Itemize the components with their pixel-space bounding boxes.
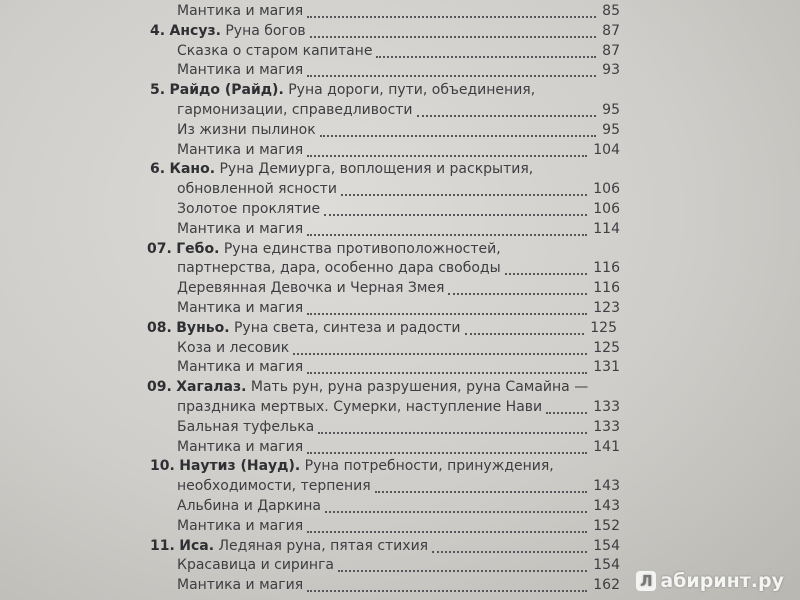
- toc-entry-page: 162: [593, 577, 620, 594]
- chapter-title: Хагалаз.: [176, 379, 247, 396]
- toc-entry-title: Красавица и сиринга: [177, 557, 335, 574]
- chapter-subtitle: Руна света, синтеза и радости: [229, 319, 461, 336]
- chapter-number: 11.: [150, 537, 175, 554]
- chapter-title: Иса.: [179, 537, 215, 554]
- chapter-title: Гебо.: [176, 240, 220, 257]
- chapter-number: 09.: [147, 379, 172, 396]
- toc-entry-page: 131: [593, 359, 620, 376]
- leader-dots: [307, 56, 596, 77]
- leader-dots: [505, 254, 587, 275]
- chapter-number: 10.: [150, 458, 175, 475]
- leader-dots: [375, 472, 587, 493]
- leader-dots: [307, 136, 587, 157]
- toc-entry-page: 95: [602, 102, 620, 118]
- leader-dots: [307, 353, 587, 374]
- chapter-subtitle: Руна Демиурга, воплощения и раскрытия,: [215, 161, 534, 178]
- leader-dots: [307, 571, 587, 592]
- chapter-subtitle: Руна единства противоположностей,: [219, 240, 501, 257]
- toc-entry-page: 95: [602, 121, 620, 138]
- toc-entry-title: Мантика и магия: [177, 3, 304, 19]
- chapter-title: Райдо (Райд).: [169, 82, 284, 99]
- toc-entry-title: необходимости, терпения: [177, 478, 371, 495]
- toc-entry-page: 133: [593, 418, 620, 435]
- chapter-title: Ансуз.: [169, 22, 221, 39]
- toc-entry-page: 143: [593, 498, 620, 515]
- toc-entry-title: Мантика и магия: [177, 62, 304, 79]
- toc-entry: [177, 438, 620, 457]
- toc-entry-title: Бальная туфелька: [177, 418, 315, 435]
- toc-entry-page: 125: [590, 319, 617, 336]
- toc-entry-page: 141: [593, 438, 620, 455]
- chapter-subtitle: Руна богов: [220, 22, 306, 39]
- toc-entry-title: Коза и лесовик: [177, 339, 290, 356]
- toc-entry-title: Золотое проклятие: [177, 201, 321, 218]
- leader-dots: [448, 274, 587, 295]
- leader-dots: [318, 413, 587, 434]
- leader-dots: [324, 195, 587, 216]
- toc-entry-page: 106: [593, 181, 620, 198]
- chapter-number: 07.: [147, 240, 172, 257]
- toc-entry-title: Мантика и магия: [177, 438, 304, 455]
- toc-entry-page: 154: [593, 537, 620, 554]
- toc-entry-title: праздника мертвых. Сумерки, наступление Нави: [177, 399, 543, 416]
- toc-entry: [177, 141, 620, 160]
- toc-entry-page: 87: [602, 22, 620, 39]
- chapter-number: 6.: [150, 161, 166, 178]
- toc-entry-title: Мантика и магия: [177, 220, 304, 237]
- leader-dots: [307, 512, 587, 533]
- toc-entry: [177, 358, 620, 377]
- toc-entry-page: 116: [593, 280, 620, 297]
- toc-entry-title: Альбина и Даркина: [177, 498, 321, 515]
- toc-entry-page: 87: [602, 42, 620, 59]
- toc-entry-page: 152: [593, 517, 620, 534]
- chapter-title: Вуньо.: [176, 319, 230, 336]
- chapter-subtitle: Руна дороги, пути, объединения,: [283, 82, 536, 99]
- toc-entry-page: 143: [593, 478, 620, 495]
- chapter-title: Кано.: [169, 161, 216, 178]
- toc-entry-title: Мантика и магия: [177, 359, 304, 376]
- leader-dots: [338, 551, 587, 572]
- toc-entry: [177, 576, 620, 595]
- leader-dots: [307, 0, 596, 18]
- toc-entry-page: 133: [593, 399, 620, 416]
- leader-dots: [325, 492, 587, 513]
- leader-dots: [320, 116, 596, 137]
- leader-dots: [293, 334, 587, 355]
- leader-dots: [465, 314, 584, 335]
- toc-entry-title: Деревянная Девочка и Черная Змея: [177, 280, 445, 297]
- toc-entry-title: Мантика и магия: [177, 577, 304, 594]
- chapter-subtitle: Мать рун, руна разрушения, руна Самайна —: [246, 379, 589, 396]
- leader-dots: [341, 175, 587, 196]
- toc-entry-title: Мантика и магия: [177, 141, 304, 158]
- leader-dots: [432, 532, 587, 553]
- leader-dots: [307, 215, 587, 236]
- watermark-text: абиринт.ру: [660, 570, 784, 592]
- toc-entry-page: 116: [593, 260, 620, 277]
- toc-entry-title: партнерства, дара, особенно дара свободы: [177, 260, 501, 277]
- toc-entry: [177, 220, 620, 239]
- leader-dots: [310, 17, 596, 38]
- toc-entry-page: 104: [593, 141, 620, 158]
- toc-entry-page: 85: [602, 3, 620, 19]
- chapter-number: 5.: [150, 82, 166, 99]
- toc-entry-title: Сказка о старом капитане: [177, 42, 373, 59]
- toc-entry-title: гармонизации, справедливости: [177, 102, 413, 118]
- labirint-logo-icon: Л: [636, 571, 656, 591]
- toc-entry-title: Из жизни пылинок: [177, 121, 316, 138]
- chapter-subtitle: Ледяная руна, пятая стихия: [214, 537, 429, 554]
- chapter-title: Наутиз (Науд).: [179, 458, 301, 475]
- toc-entry-title: Мантика и магия: [177, 300, 304, 317]
- toc-entry-page: 125: [593, 339, 620, 356]
- chapter-number: 4.: [150, 22, 166, 39]
- chapter-subtitle: Руна потребности, принуждения,: [300, 458, 554, 475]
- toc-entry-page: 114: [593, 220, 620, 237]
- leader-dots: [307, 294, 587, 315]
- toc-entry-page: 106: [593, 201, 620, 218]
- toc-entry-page: 154: [593, 557, 620, 574]
- leader-dots: [376, 37, 596, 58]
- toc-entry: [177, 61, 620, 80]
- leader-dots: [546, 393, 587, 414]
- labirint-watermark: [636, 570, 784, 592]
- leader-dots: [307, 433, 587, 454]
- toc-entry-title: Мантика и магия: [177, 517, 304, 534]
- toc-entry-page: 123: [593, 300, 620, 317]
- leader-dots: [417, 96, 596, 117]
- toc-entry-page: 93: [602, 62, 620, 79]
- chapter-number: 08.: [147, 319, 172, 336]
- toc-entry-title: обновленной ясности: [177, 181, 337, 198]
